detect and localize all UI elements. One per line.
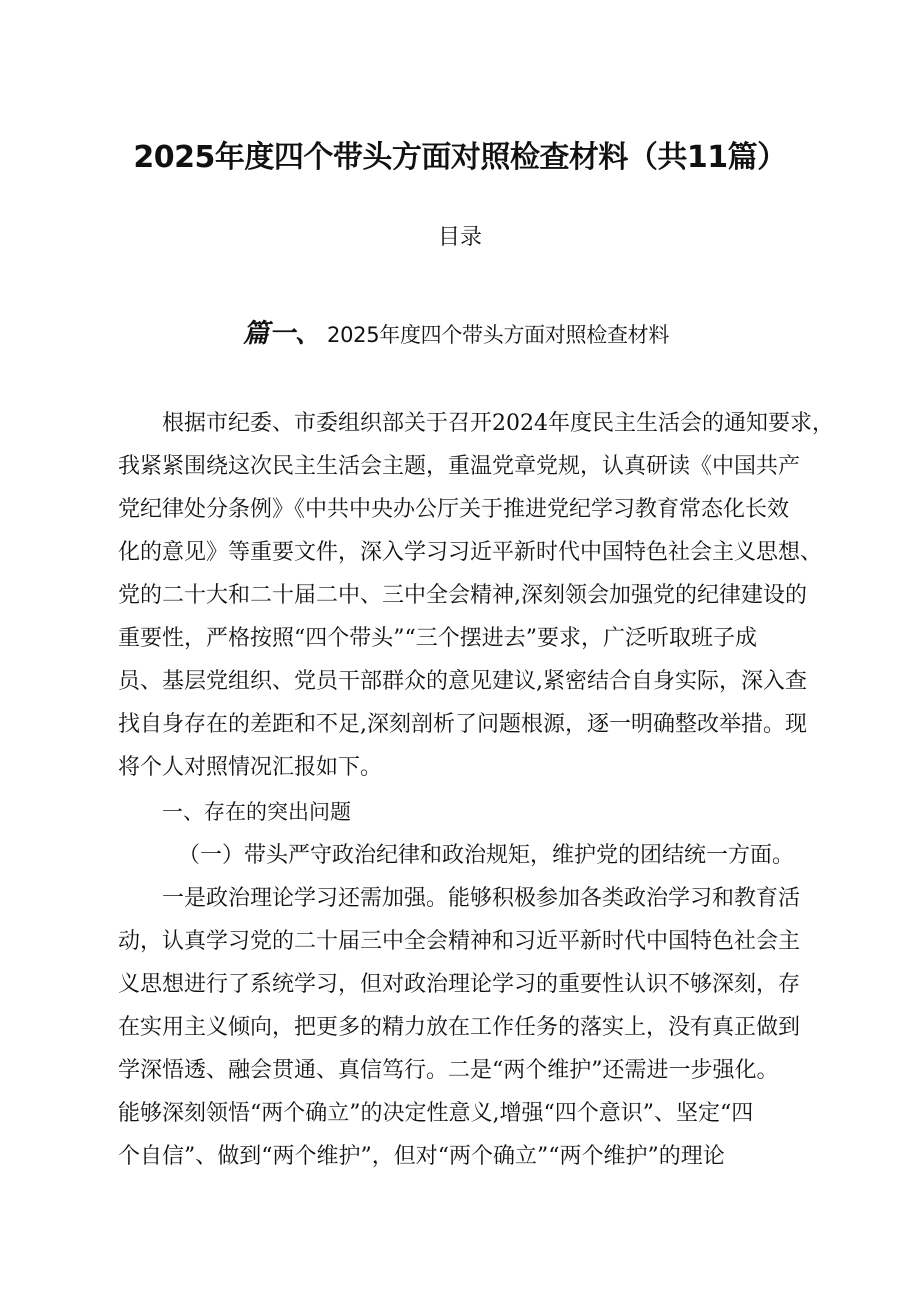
section-heading: 一、存在的突出问题 — [162, 800, 351, 824]
table-of-contents-label: 目录 — [437, 225, 482, 250]
paragraph-line: 动，认真学习党的二十届三中全会精神和习近平新时代中国特色社会主 — [118, 929, 801, 954]
chapter-heading — [243, 314, 843, 357]
paragraph-line: 党纪律处分条例》《中共中央办公厅关于推进党纪学习教育常态化长效 — [118, 497, 790, 522]
subsection-heading: （一）带头严守政治纪律和政治规矩，维护党的团结统一方面。 — [178, 843, 795, 868]
paragraph-line: 找自身存在的差距和不足,深刻剖析了问题根源，逐一明确整改举措。现 — [118, 712, 807, 737]
paragraph-line: 个自信”、做到“两个维护”，但对“两个确立”“两个维护”的理论 — [118, 1144, 725, 1169]
paragraph-line: 将个人对照情况汇报如下。 — [118, 755, 383, 780]
paragraph-line: 能够深刻领悟“两个确立”的决定性意义,增强“四个意识”、坚定“四 — [118, 1101, 754, 1126]
paragraph-line: 员、基层党组织、党员干部群众的意见建议,紧密结合自身实际，深入查 — [118, 669, 807, 694]
chapter-label: 篇一、 — [243, 319, 322, 349]
paragraph-line: 重要性，严格按照“四个带头”“三个摆进去”要求，广泛听取班子成 — [118, 626, 757, 651]
paragraph-line: 我紧紧围绕这次民主生活会主题，重温党章党规，认真研读《中国共产 — [118, 454, 801, 479]
chapter-title: 2025年度四个带头方面对照检查材料 — [327, 323, 670, 347]
paragraph-line: 根据市纪委、市委组织部关于召开2024年度民主生活会的通知要求， — [162, 411, 834, 436]
document-title: 2025年度四个带头方面对照检查材料（共11篇） — [133, 140, 787, 175]
paragraph-line: 在实用主义倾向，把更多的精力放在工作任务的落实上，没有真正做到 — [118, 1015, 801, 1040]
paragraph-line: 一是政治理论学习还需加强。能够积极参加各类政治学习和教育活 — [162, 886, 801, 911]
paragraph-line: 义思想进行了系统学习，但对政治理论学习的重要性认识不够深刻，存 — [118, 972, 801, 997]
paragraph-line: 党的二十大和二十届二中、三中全会精神,深刻领会加强党的纪律建设的 — [118, 583, 807, 608]
paragraph-line: 化的意见》等重要文件，深入学习习近平新时代中国特色社会主义思想、 — [118, 540, 823, 565]
paragraph-line: 学深悟透、融会贯通、真信笃行。二是“两个维护”还需进一步强化。 — [118, 1058, 779, 1083]
